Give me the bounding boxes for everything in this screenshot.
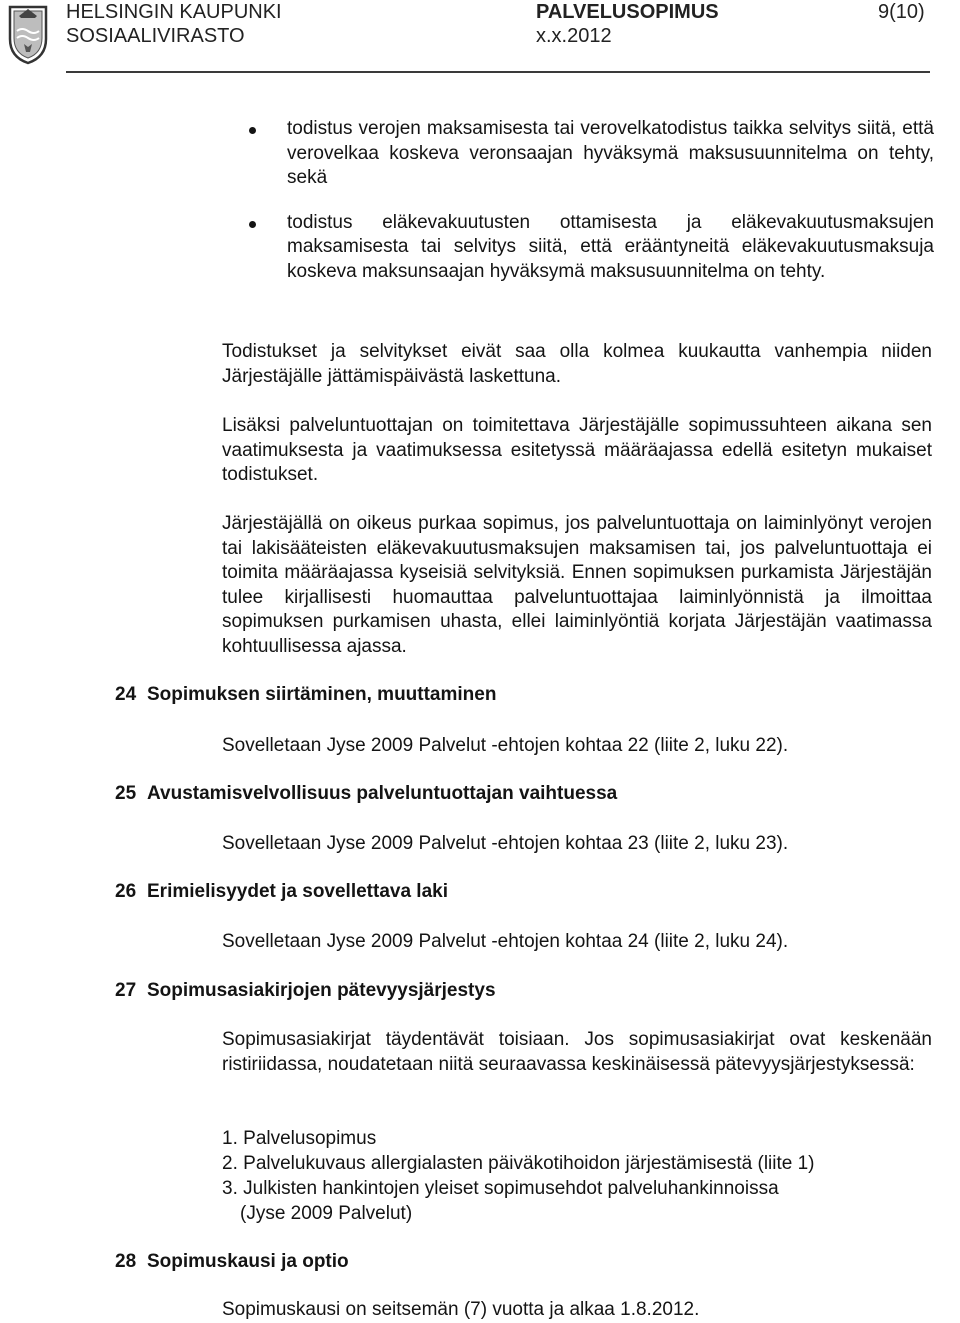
organization-name: HELSINGIN KAUPUNKI (66, 1, 282, 23)
page-header (0, 0, 960, 78)
section-number: 24 (115, 684, 137, 705)
precedence-list (222, 1126, 922, 1226)
list-text-continuation: (Jyse 2009 Palvelut) (240, 1203, 413, 1224)
paragraph-termination-right: Järjestäjällä on oikeus purkaa sopimus, jos palveluntuottaja on laiminlyönyt verojen tai lakisääteisten eläkevakuutusmaksujen maksamisen tai, jos palveluntuottaja ei toimita määräajassa kyseisiä selvityksiä. Ennen sopimuksen purkamista Järjestäjän tulee kirjallisesti huomauttaa palveluntuottajaa laiminlyönnistä ja ilmoittaa sopimuksen purkamisen uhasta, ellei laiminlyöntiä korjata Järjestäjän vaatimassa kohtuullisessa ajassa. (222, 513, 932, 657)
document-date: x.x.2012 (536, 25, 612, 47)
section-heading-28 (115, 1250, 349, 1274)
section-title: Sopimusasiakirjojen pätevyysjärjestys (147, 980, 496, 1001)
list-item (246, 211, 934, 285)
paragraph-certificates-age: Todistukset ja selvitykset eivät saa olla kolmea kuukautta vanhempia niiden Järjestäjälle jättämispäivästä laskettuna. (222, 341, 932, 387)
section-title: Sopimuskausi ja optio (147, 1251, 349, 1272)
section-heading-25 (115, 782, 617, 806)
section-body-27: Sopimusasiakirjat täydentävät toisiaan. Jos sopimusasiakirjat ovat keskenään ristiriidassa, noudatetaan niitä seuraavassa keskinäisessä pätevyysjärjestyksessä: (222, 1029, 932, 1075)
bullet-icon (249, 221, 256, 228)
section-heading-27 (115, 979, 496, 1003)
section-body-28: Sopimuskausi on seitsemän (7) vuotta ja alkaa 1.8.2012. (222, 1299, 700, 1320)
section-body-24: Sovelletaan Jyse 2009 Palvelut -ehtojen kohtaa 22 (liite 2, luku 22). (222, 735, 789, 756)
list-marker: 2. (222, 1153, 238, 1174)
helsinki-crest-logo (6, 3, 50, 65)
bullet-icon (249, 127, 256, 134)
section-title: Avustamisvelvollisuus palveluntuottajan vaihtuessa (147, 783, 618, 804)
list-item (222, 1176, 922, 1226)
paragraph-additional-certificates: Lisäksi palveluntuottajan on toimitettava Järjestäjälle sopimussuhteen aikana sen vaatimuksesta ja vaatimuksessa esitetyssä määräajassa edellä esitetyn mukaiset todistukset. (222, 415, 932, 485)
section-heading-26 (115, 880, 448, 904)
list-item (222, 1151, 922, 1176)
list-marker: 3. (222, 1178, 238, 1199)
department-name: SOSIAALIVIRASTO (66, 25, 245, 47)
header-document (536, 0, 719, 48)
list-text: Julkisten hankintojen yleiset sopimusehdot palveluhankinnoissa (243, 1178, 779, 1199)
section-heading-24 (115, 683, 496, 707)
document-title: PALVELUSOPIMUS (536, 1, 719, 23)
list-item (246, 117, 934, 191)
list-marker: 1. (222, 1128, 238, 1149)
header-organization (66, 0, 282, 48)
section-title: Sopimuksen siirtäminen, muuttaminen (147, 684, 497, 705)
section-body-25: Sovelletaan Jyse 2009 Palvelut -ehtojen kohtaa 23 (liite 2, luku 23). (222, 833, 789, 854)
section-number: 27 (115, 980, 137, 1001)
bullet-text: todistus verojen maksamisesta tai verovelkatodistus taikka selvitys siitä, että verovelkaa koskeva veronsaajan hyväksymä maksusuunnitelma on tehty, sekä (287, 118, 934, 188)
list-text: Palvelukuvaus allergialasten päiväkotihoidon järjestämisestä (liite 1) (243, 1153, 815, 1174)
page-number: 9(10) (878, 1, 925, 23)
section-body-26: Sovelletaan Jyse 2009 Palvelut -ehtojen kohtaa 24 (liite 2, luku 24). (222, 931, 789, 952)
section-number: 26 (115, 881, 137, 902)
section-number: 25 (115, 783, 137, 804)
list-item (222, 1126, 922, 1151)
header-divider (66, 71, 930, 73)
certificate-bullet-list (246, 117, 934, 304)
bullet-text: todistus eläkevakuutusten ottamisesta ja eläkevakuutusmaksujen maksamisesta tai selvitys siitä, että erääntyneitä eläkevakuutusmaksuja koskeva maksunsaajan hyväksymä maksusuunnitelma on tehty. (287, 211, 934, 282)
section-title: Erimielisyydet ja sovellettava laki (147, 881, 449, 902)
list-text: Palvelusopimus (243, 1128, 377, 1149)
section-number: 28 (115, 1251, 137, 1272)
